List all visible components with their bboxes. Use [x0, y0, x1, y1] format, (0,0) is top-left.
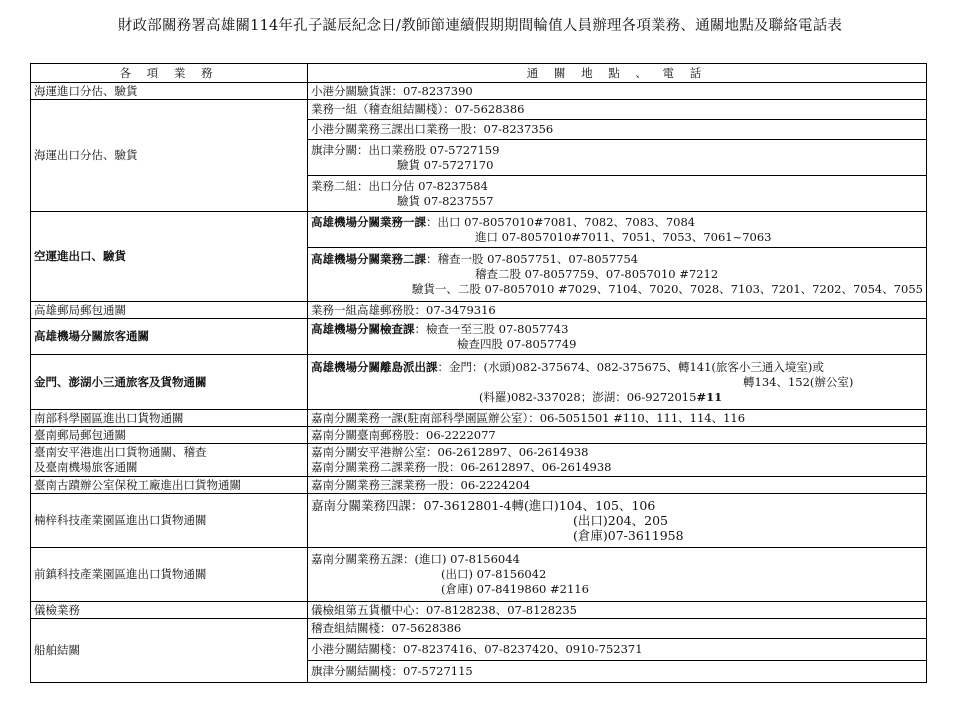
location-cell [308, 494, 927, 548]
dept-cell: 海運出口分估、驗貨 [31, 100, 308, 212]
table-row [31, 355, 927, 410]
location-cell [308, 212, 927, 248]
dept-cell: 高雄機場分關旅客通關 [31, 319, 308, 355]
table-row [31, 410, 927, 427]
dept-cell: 臺南郵局郵包通關 [31, 427, 308, 444]
location-line: 業務二組：出口分估 07-8237584 [311, 178, 488, 193]
location-line: 驗貨 07-5727170 [397, 157, 494, 172]
location-cell: 嘉南分關業務一課(駐南部科學園區辦公室）：06-5051501 #110、111、114、116 [308, 410, 927, 427]
page-title: 財政部關務署高雄關114年孔子誕辰紀念日/教師節連續假期期間輪值人員辦理各項業務、通關地點及聯絡電話表 [117, 18, 843, 34]
location-line: 嘉南分關業務二課業務一股：06-2612897、06-2614938 [311, 460, 612, 474]
location-cell [308, 548, 927, 602]
location-line [311, 322, 923, 337]
location-line: (出口)204、205 [573, 513, 668, 528]
location-line: (倉庫)07-3611958 [573, 528, 684, 543]
location-line [311, 390, 923, 405]
location-cell: 小港分關驗貨課：07-8237390 [308, 83, 927, 100]
location-line: 嘉南分關安平港辦公室：06-2612897、06-2614938 [311, 445, 589, 459]
unit-name: 高雄機場分關檢查課 [311, 321, 415, 336]
dept-line: 及臺南機場旅客通關 [34, 460, 138, 474]
extension-number: #11 [696, 389, 723, 404]
location-cell [308, 140, 927, 176]
location-cell: 嘉南分關業務三課業務一股：06-2224204 [308, 477, 927, 494]
location-text: ：稽查一股 07-8057751、07-8057754 [426, 252, 639, 266]
location-cell: 旗津分關結關棧：07-5727115 [308, 661, 927, 683]
table-row [31, 83, 927, 100]
table-row [31, 319, 927, 355]
dept-cell: 金門、澎湖小三通旅客及貨物通關 [31, 355, 308, 410]
table-row [31, 619, 927, 639]
location-cell: 業務一組（稽查組結關棧）：07-5628386 [308, 100, 927, 120]
location-cell: 小港分關結關棧：07-8237416、07-8237420、0910-752371 [308, 639, 927, 661]
location-text: ：出口 07-8057010#7081、7082、7083、7084 [426, 214, 696, 229]
unit-name: 高雄機場分關業務二課 [311, 252, 426, 266]
location-cell: 儀檢組第五貨櫃中心：07-8128238、07-8128235 [308, 602, 927, 619]
location-line: 轉134、152(辦公室) [743, 374, 854, 389]
location-text: ：檢查一至三股 07-8057743 [414, 321, 569, 336]
header-location: 通 關 地 點 、 電 話 [308, 64, 927, 83]
location-line: 檢查四股 07-8057749 [457, 336, 577, 351]
location-line: 進口 07-8057010#7011、7051、7053、7061~7063 [475, 229, 772, 244]
location-cell [308, 176, 927, 212]
dept-cell: 空運進出口、驗貨 [31, 212, 308, 302]
table-row [31, 100, 927, 120]
dept-cell: 前鎮科技產業園區進出口貨物通關 [31, 548, 308, 602]
header-dept: 各 項 業 務 [31, 64, 308, 83]
table-row [31, 602, 927, 619]
location-line: 嘉南分關業務五課：(進口) 07-8156044 [311, 552, 520, 566]
table-row [31, 302, 927, 319]
table-row [31, 548, 927, 602]
location-cell [308, 355, 927, 410]
location-cell: 業務一組高雄郵務股：07-3479316 [308, 302, 927, 319]
duty-table [30, 63, 927, 683]
location-text: (料羅)082-337028；澎湖：06-9272015 [479, 389, 697, 404]
location-cell: 稽查組結關棧：07-5628386 [308, 619, 927, 639]
location-cell: 嘉南分關臺南郵務股：06-2222077 [308, 427, 927, 444]
dept-cell: 高雄郵局郵包通關 [31, 302, 308, 319]
dept-cell [31, 444, 308, 477]
table-row [31, 477, 927, 494]
location-line: 嘉南分關業務四課：07-3612801-4轉(進口)104、105、106 [311, 498, 656, 513]
dept-cell: 船舶結關 [31, 619, 308, 683]
location-line: 驗貨一、二股 07-8057010 #7029、7104、7020、7028、7103、7201、7202、7054、7055 [411, 282, 923, 296]
location-line: (倉庫) 07-8419860 #2116 [441, 582, 589, 596]
table-row [31, 444, 927, 477]
location-line: 稽查二股 07-8057759、07-8057010 #7212 [475, 267, 719, 281]
dept-cell: 楠梓科技產業園區進出口貨物通關 [31, 494, 308, 548]
unit-name: 高雄機場分關業務一課 [311, 214, 426, 229]
table-row [31, 212, 927, 248]
location-line [311, 252, 923, 267]
dept-cell: 南部科學園區進出口貨物通關 [31, 410, 308, 427]
table-row [31, 427, 927, 444]
dept-cell: 臺南古蹟辦公室保稅工廠進出口貨物通關 [31, 477, 308, 494]
location-cell [308, 444, 927, 477]
location-cell [308, 319, 927, 355]
location-line [311, 215, 923, 230]
dept-cell: 儀檢業務 [31, 602, 308, 619]
unit-name: 高雄機場分關離島派出課 [311, 359, 438, 374]
table-header-row [31, 64, 927, 83]
dept-line: 臺南安平港進出口貨物通關、稽查 [34, 445, 207, 459]
location-cell: 小港分關業務三課出口業務一股：07-8237356 [308, 120, 927, 140]
table-row [31, 494, 927, 548]
dept-cell: 海運進口分估、驗貨 [31, 83, 308, 100]
location-line: 驗貨 07-8237557 [397, 193, 494, 208]
location-text: ：金門：(水頭)082-375674、082-375675、轉141(旅客小三通入境室)或 [437, 359, 824, 374]
location-line: (出口) 07-8156042 [441, 567, 547, 581]
location-line [311, 360, 923, 375]
location-cell [308, 248, 927, 302]
location-line: 旗津分關：出口業務股 07-5727159 [311, 142, 500, 157]
